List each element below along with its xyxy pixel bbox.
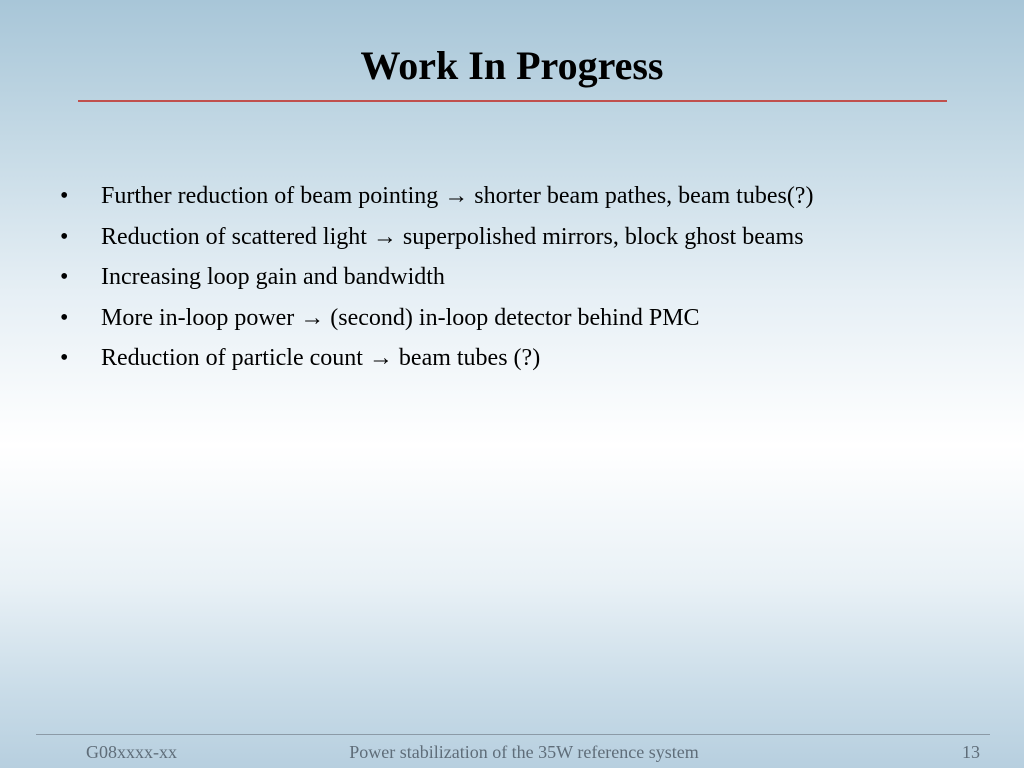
bullet-item (60, 338, 980, 379)
bullet-icon: • (60, 223, 69, 250)
bullet-icon: • (60, 183, 69, 209)
bullet-item (60, 176, 980, 217)
bullet-item (60, 298, 980, 339)
bullet-item (60, 257, 980, 298)
bullet-text: Reduction of particle count → beam tubes (?) (101, 345, 541, 372)
title-underline (78, 100, 947, 102)
bullet-icon: • (60, 304, 69, 331)
bullet-list (60, 176, 980, 379)
slide-title: Work In Progress (360, 43, 664, 88)
footer-document-id: G08xxxx-xx (86, 742, 177, 762)
bullet-text: Further reduction of beam pointing → shorter beam pathes, beam tubes(?) (101, 183, 814, 209)
footer-presentation-title: Power stabilization of the 35W reference system (349, 742, 699, 762)
bullet-text: More in-loop power → (second) in-loop detector behind PMC (101, 304, 700, 331)
bullet-icon: • (60, 264, 69, 291)
bullet-text: Increasing loop gain and bandwidth (101, 264, 445, 291)
bullet-text: Reduction of scattered light → superpolished mirrors, block ghost beams (101, 223, 804, 250)
footer-divider (36, 734, 990, 735)
slide-number: 13 (962, 742, 980, 762)
bullet-icon: • (60, 345, 69, 372)
bullet-item (60, 217, 980, 258)
